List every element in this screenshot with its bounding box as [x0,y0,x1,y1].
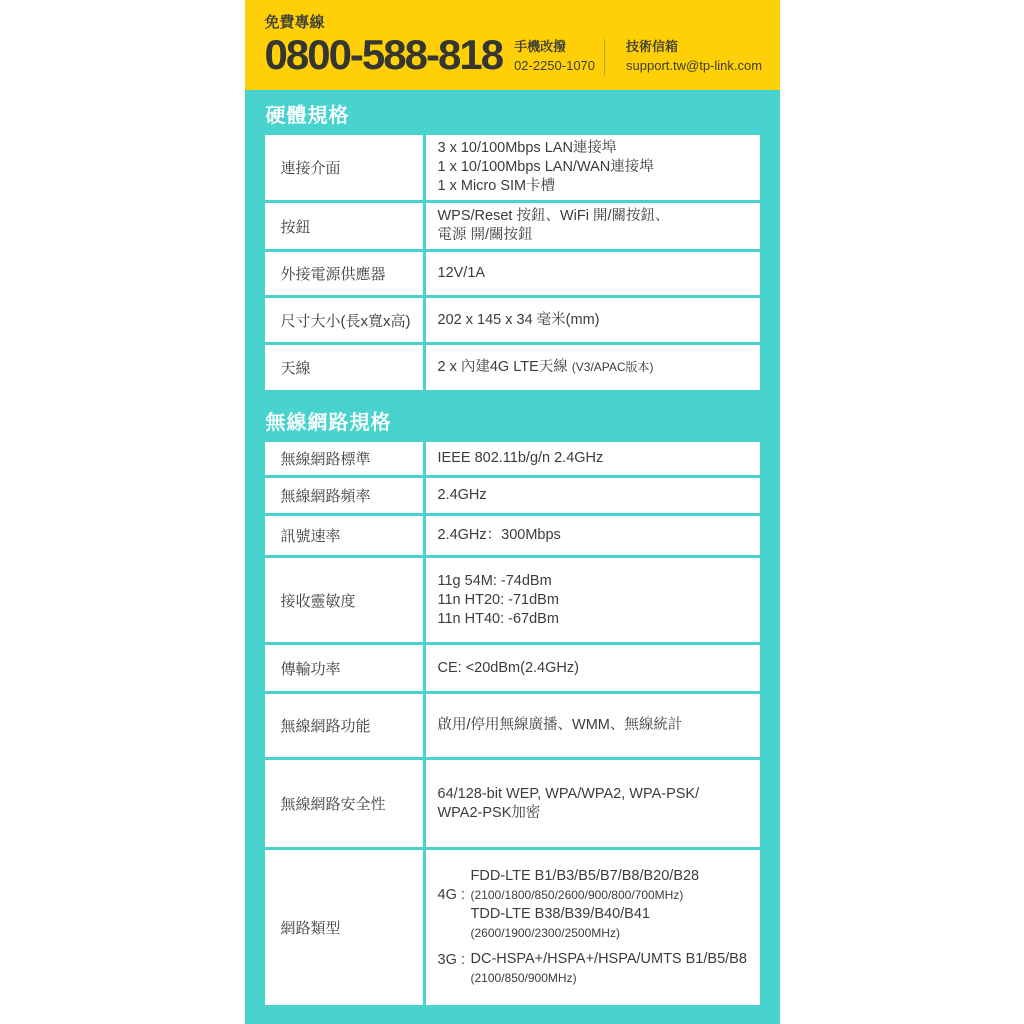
spec-value [426,760,760,847]
email-label: 技術信箱 [626,39,679,54]
value-line: 1 x 10/100Mbps LAN/WAN連接埠 [437,159,654,175]
spec-value [426,203,760,249]
email-contact-block [626,37,762,75]
mobile-number: 02-2250-1070 [514,58,596,73]
band-group [438,867,756,943]
band-lines [471,867,700,943]
value-line: 12V/1A [437,265,486,281]
band-lines [471,950,747,988]
spec-label: 外接電源供應器 [265,252,423,295]
value-line: FDD-LTE B1/B3/B5/B7/B8/B20/B28 [470,868,700,884]
spec-label: 傳輸功率 [265,645,423,691]
value-line: 3 x 10/100Mbps LAN連接埠 [437,140,617,156]
value-line: 11n HT20: -71dBm [437,591,559,608]
spec-sections [245,90,780,1024]
email-address: support.tw@tp-link.com [626,58,763,73]
value-line: 電源 開/關按鈕 [437,227,533,243]
spec-label: 天線 [265,345,423,390]
spec-label: 連接介面 [265,135,423,200]
spec-row [265,135,760,200]
spec-value [426,558,760,642]
spec-label: 無線網路標準 [265,442,423,475]
header-divider [604,39,605,76]
spec-value [426,345,760,390]
value-line: 1 x Micro SIM卡槽 [437,178,556,194]
spec-value [426,298,760,342]
spec-table [265,442,760,1005]
value-line: IEEE 802.11b/g/n 2.4GHz [437,450,604,466]
spec-row [265,645,760,691]
spec-value [426,478,760,513]
spec-row [265,478,760,513]
value-line: (2100/850/900MHz) [470,971,577,985]
spec-value [426,135,760,200]
value-line: CE: <20dBm(2.4GHz) [437,659,579,676]
mobile-contact-block [514,37,595,75]
band-tag: 3G : [437,952,465,968]
spec-label: 網路類型 [265,850,423,1005]
spec-value [426,694,760,757]
spec-row [265,252,760,295]
value-line: (2600/1900/2300/2500MHz) [470,926,620,940]
value-line: 11g 54M: -74dBm [437,572,552,589]
spec-value [426,252,760,295]
spec-section [265,103,760,390]
spec-row [265,203,760,249]
hotline-number: 0800-588-818 [264,31,503,78]
value-line: (2100/1800/850/2600/900/800/700MHz) [470,888,684,902]
spec-section [265,410,760,1005]
spec-row [265,345,760,390]
contact-header [245,0,780,90]
spec-row [265,850,760,1005]
value-line: 2.4GHz：300Mbps [437,527,561,543]
spec-value [426,442,760,475]
spec-table [265,135,760,390]
spec-row [265,694,760,757]
spec-label: 無線網路功能 [265,694,423,757]
value-line: WPS/Reset 按鈕、WiFi 開/關按鈕、 [437,208,670,224]
band-group [438,950,756,988]
mobile-label: 手機改撥 [514,39,567,54]
value-line: 64/128-bit WEP, WPA/WPA2, WPA-PSK/ [437,785,700,802]
value-note: (V3/APAC版本) [571,360,654,374]
spec-label: 按鈕 [265,203,423,249]
spec-row [265,760,760,847]
value-line: 11n HT40: -67dBm [437,610,559,627]
band-tag: 4G : [437,887,465,903]
spec-row [265,558,760,642]
value-line: 202 x 145 x 34 毫米(mm) [437,311,600,328]
spec-value [426,645,760,691]
value-line: DC-HSPA+/HSPA+/HSPA/UMTS B1/B5/B8 [470,951,747,967]
spec-label: 無線網路安全性 [265,760,423,847]
spec-label: 無線網路頻率 [265,478,423,513]
section-title: 無線網路規格 [265,412,392,434]
value-line: WPA2-PSK加密 [437,804,541,821]
section-title: 硬體規格 [265,105,350,127]
spec-label: 尺寸大小(長x寬x高) [265,298,423,342]
spec-row [265,442,760,475]
value-line: 2 x 內建4G LTE天線 (V3/APAC版本) [437,359,654,375]
hotline-label: 免費專線 [264,14,325,31]
spec-row [265,516,760,555]
value-line: 啟用/停用無線廣播、WMM、無線統計 [437,717,683,733]
spec-label: 接收靈敏度 [265,558,423,642]
spec-value [426,516,760,555]
spec-label: 訊號速率 [265,516,423,555]
spec-sheet-panel [245,0,780,1024]
spec-value [426,850,760,1005]
value-line: TDD-LTE B38/B39/B40/B41 [470,906,650,922]
spec-row [265,298,760,342]
hotline-row [265,30,768,76]
value-line: 2.4GHz [437,487,487,503]
